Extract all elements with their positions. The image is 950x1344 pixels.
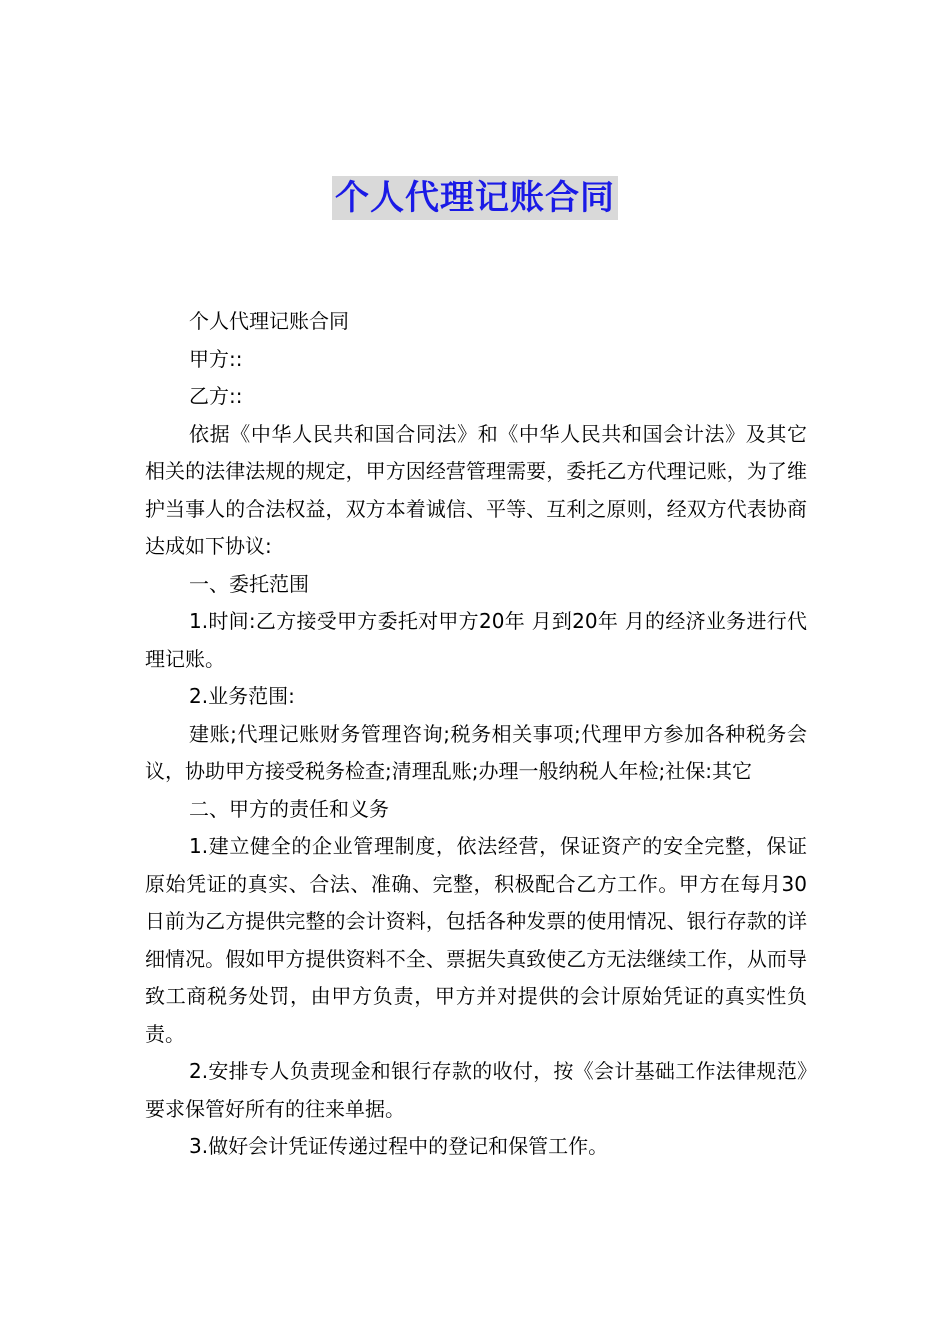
paragraph-duty-1: 1.建立健全的企业管理制度，依法经营，保证资产的安全完整，保证原始凭证的真实、合法、准确、完整，积极配合乙方工作。甲方在每月30日前为乙方提供完整的会计资料，包括各种发票的使用情况、银行存款的详细情况。假如甲方提供资料不全、票据失真致使乙方无法继续工作，从而导致工商税务处罚，由甲方负责，甲方并对提供的会计原始凭证的真实性负责。 bbox=[145, 834, 807, 1046]
paragraph-party-b: 乙方:: bbox=[189, 384, 243, 408]
document-title: 个人代理记账合同 bbox=[332, 176, 618, 220]
paragraph-party-a: 甲方:: bbox=[189, 346, 243, 371]
paragraph-duty-3: 3.做好会计凭证传递过程中的登记和保管工作。 bbox=[189, 1134, 609, 1158]
paragraph-scope-items: 建账;代理记账财务管理咨询;税务相关事项;代理甲方参加各种税务会议，协助甲方接受税务检查;清理乱账;办理一般纳税人年检;社保:其它 bbox=[145, 721, 807, 783]
section-heading-party-a-duties: 二、甲方的责任和义务 bbox=[189, 796, 389, 821]
paragraph-heading: 个人代理记账合同 bbox=[189, 309, 349, 333]
title-container bbox=[0, 176, 950, 220]
document-body bbox=[145, 303, 807, 1166]
paragraph-preamble: 依据《中华人民共和国合同法》和《中华人民共和国会计法》及其它相关的法律法规的规定，甲方因经营管理需要，委托乙方代理记账，为了维护当事人的合法权益，双方本着诚信、平等、互利之原则，经双方代表协商达成如下协议: bbox=[145, 421, 807, 558]
paragraph-duty-2: 2.安排专人负责现金和银行存款的收付，按《会计基础工作法律规范》要求保管好所有的往来单据。 bbox=[145, 1059, 807, 1121]
paragraph-scope-time: 1.时间:乙方接受甲方委托对甲方20年 月到20年 月的经济业务进行代理记账。 bbox=[145, 609, 807, 671]
paragraph-scope-business: 2.业务范围: bbox=[189, 684, 295, 708]
section-heading-scope: 一、委托范围 bbox=[189, 571, 309, 596]
